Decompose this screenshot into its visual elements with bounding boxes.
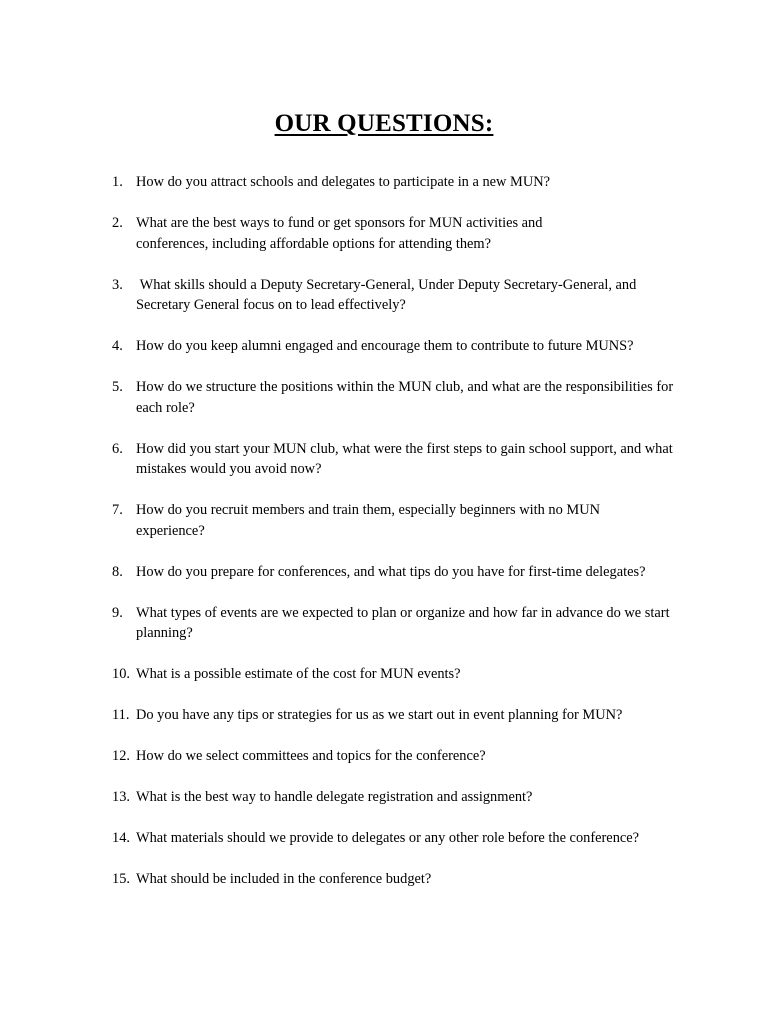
question-text: How do you prepare for conferences, and what tips do you have for first-time delegates? — [136, 563, 646, 580]
question-number: 9. — [112, 604, 123, 621]
question-item — [112, 603, 684, 665]
question-item — [112, 439, 684, 501]
question-number: 8. — [112, 563, 123, 580]
question-list — [112, 172, 684, 910]
question-item — [112, 336, 684, 377]
question-number: 12. — [112, 748, 130, 764]
question-text: How do we select committees and topics for the conference? — [136, 748, 486, 764]
question-number: 4. — [112, 338, 123, 354]
question-text: What are the best ways to fund or get sponsors for MUN activities and conferences, including affordable options for attending them? — [136, 215, 543, 252]
question-item — [112, 664, 684, 705]
question-text: What is the best way to handle delegate registration and assignment? — [136, 789, 533, 805]
question-text: What is a possible estimate of the cost for MUN events? — [136, 666, 461, 682]
question-item — [112, 275, 684, 337]
question-number: 11. — [112, 707, 130, 723]
question-item — [112, 500, 684, 562]
question-text: Do you have any tips or strategies for us as we start out in event planning for MUN? — [136, 707, 623, 723]
question-number: 15. — [112, 871, 130, 887]
question-text: How do we structure the positions within the MUN club, and what are the responsibilities for each role? — [136, 379, 674, 416]
question-text: What materials should we provide to delegates or any other role before the conference? — [136, 830, 640, 846]
question-text: How do you keep alumni engaged and encourage them to contribute to future MUNS? — [136, 338, 634, 354]
question-number: 2. — [112, 215, 123, 231]
question-item — [112, 869, 684, 910]
question-item — [112, 828, 684, 869]
question-text: What types of events are we expected to plan or organize and how far in advance do we start planning? — [136, 604, 670, 641]
question-text: How did you start your MUN club, what were the first steps to gain school support, and what mistakes would you avoid now? — [136, 440, 673, 477]
question-item — [112, 172, 684, 213]
question-item — [112, 746, 684, 787]
question-number: 3. — [112, 276, 123, 293]
question-number: 10. — [112, 666, 130, 682]
question-number: 7. — [112, 502, 123, 518]
question-number: 14. — [112, 830, 130, 846]
question-item — [112, 787, 684, 828]
question-item — [112, 562, 684, 603]
question-number: 6. — [112, 440, 123, 457]
page-title: OUR QUESTIONS: — [274, 110, 494, 137]
question-item — [112, 705, 684, 746]
question-item — [112, 213, 684, 275]
question-text: How do you recruit members and train them, especially beginners with no MUN experience? — [136, 502, 600, 539]
question-text: What skills should a Deputy Secretary-General, Under Deputy Secretary-General, and Secretary General focus on to lead effectively? — [136, 276, 640, 313]
question-number: 1. — [112, 174, 123, 190]
question-item — [112, 377, 684, 439]
question-number: 13. — [112, 789, 130, 805]
question-text: How do you attract schools and delegates to participate in a new MUN? — [136, 174, 551, 190]
question-text: What should be included in the conference budget? — [136, 871, 432, 887]
question-number: 5. — [112, 379, 123, 395]
